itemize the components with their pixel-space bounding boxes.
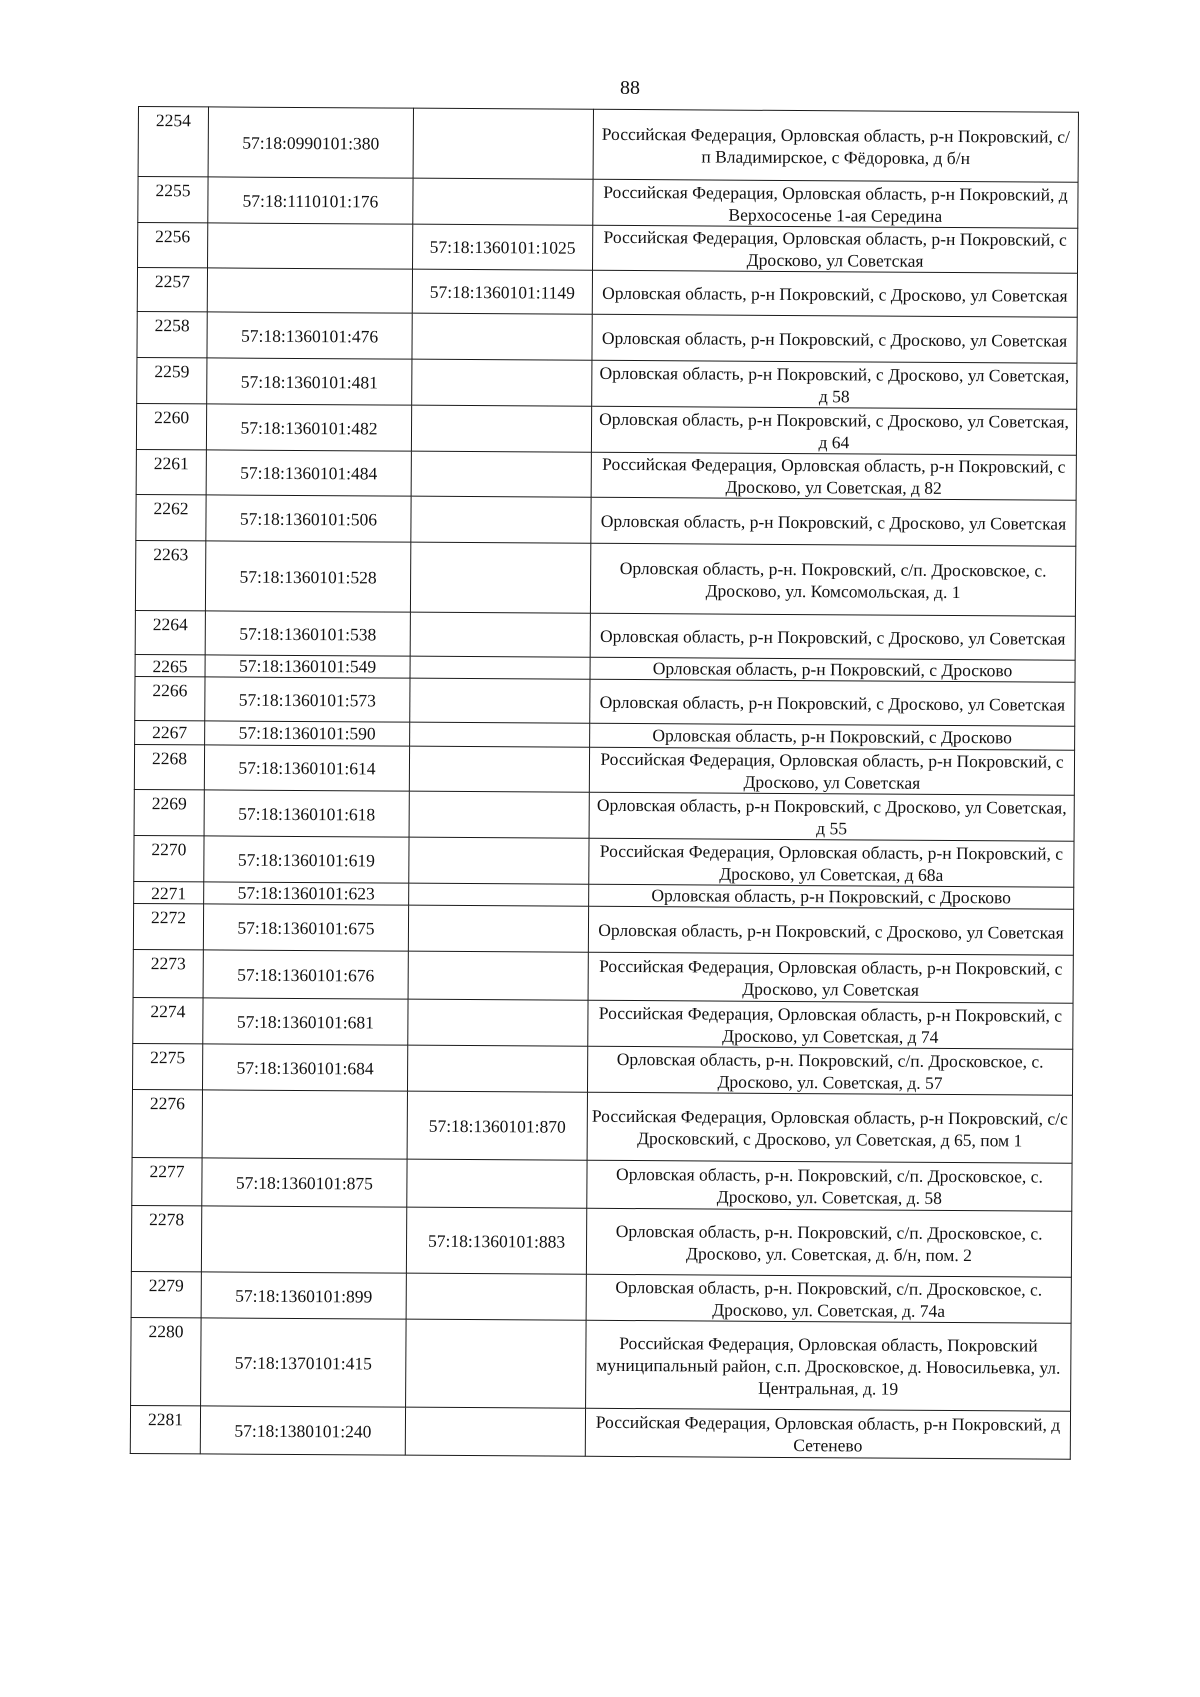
address-cell: Орловская область, р-н Покровский, с Дросково	[590, 723, 1075, 750]
table-row	[132, 1089, 1072, 1163]
row-number-cell: 2268	[134, 744, 204, 789]
table-row	[133, 903, 1073, 955]
parent-cadastral-number-cell: 57:18:1360101:870	[407, 1091, 587, 1160]
address-cell: Орловская область, р-н. Покровский, с/п. Дросковское, с. Дросково, ул. Комсомольская, д. 1	[590, 543, 1075, 616]
cadastral-number-cell: 57:18:1360101:899	[201, 1272, 406, 1319]
cadastral-number-cell: 57:18:1360101:538	[205, 611, 410, 656]
address-cell: Орловская область, р-н. Покровский, с/п. Дросковское, с. Дросково, ул. Советская, д. 58	[587, 1160, 1072, 1211]
parent-cadastral-number-cell	[409, 883, 589, 906]
cadastral-number-cell: 57:18:1360101:484	[206, 450, 411, 496]
parent-cadastral-number-cell	[410, 678, 590, 723]
address-cell: Российская Федерация, Орловская область, р-н Покровский, с/с Дросковский, с Дросково, ул Советская, д 65, пом 1	[587, 1092, 1072, 1163]
cadastral-number-cell: 57:18:1360101:875	[202, 1158, 407, 1207]
parent-cadastral-number-cell	[411, 496, 591, 543]
parent-cadastral-number-cell	[410, 722, 590, 747]
parent-cadastral-number-cell	[407, 1045, 587, 1092]
cadastral-number-cell: 57:18:1370101:415	[201, 1318, 407, 1407]
row-number-cell: 2266	[135, 676, 205, 720]
row-number-cell: 2275	[132, 1043, 202, 1089]
parent-cadastral-number-cell	[406, 1319, 587, 1408]
parent-cadastral-number-cell	[405, 1407, 585, 1456]
row-number-cell: 2281	[130, 1405, 200, 1453]
parent-cadastral-number-cell: 57:18:1360101:1025	[413, 224, 593, 270]
address-cell: Орловская область, р-н Покровский, с Дросково	[589, 884, 1074, 909]
parent-cadastral-number-cell	[409, 837, 589, 884]
table-row	[137, 311, 1077, 363]
table-row	[135, 540, 1075, 616]
row-number-cell: 2258	[137, 311, 207, 357]
row-number-cell: 2269	[134, 789, 204, 835]
row-number-cell: 2273	[133, 949, 203, 997]
row-number-cell: 2255	[138, 177, 208, 223]
parent-cadastral-number-cell	[409, 746, 589, 792]
parent-cadastral-number-cell	[407, 1159, 587, 1208]
row-number-cell: 2270	[134, 835, 204, 881]
table-row	[135, 610, 1075, 660]
table-row	[136, 494, 1076, 546]
cadastral-number-cell: 57:18:1360101:590	[205, 721, 410, 746]
parent-cadastral-number-cell	[412, 313, 592, 360]
address-cell: Орловская область, р-н Покровский, с Дросково, ул Советская	[588, 906, 1073, 955]
address-cell: Российская Федерация, Орловская область, Покровский муниципальный район, с.п. Дросковское, д. Новосильевка, ул. Центральная, д. 19	[586, 1320, 1072, 1411]
row-number-cell: 2257	[137, 268, 207, 312]
cadastral-number-cell: 57:18:1360101:676	[203, 950, 408, 999]
cadastral-number-cell: 57:18:1360101:506	[206, 495, 411, 542]
cadastral-number-cell: 57:18:1360101:528	[205, 541, 410, 612]
table-row	[131, 1317, 1072, 1411]
parent-cadastral-number-cell	[409, 791, 589, 838]
row-number-cell: 2259	[137, 357, 207, 403]
address-cell: Орловская область, р-н Покровский, с Дросково, ул Советская	[591, 497, 1076, 546]
table-row	[133, 949, 1073, 1003]
address-cell: Орловская область, р-н Покровский, с Дросково, ул Советская	[590, 613, 1075, 660]
parent-cadastral-number-cell	[406, 1273, 586, 1320]
registry-table	[130, 106, 1079, 1460]
address-cell: Орловская область, р-н Покровский, с Дросково, ул Советская	[592, 314, 1077, 363]
address-cell: Российская Федерация, Орловская область, р-н Покровский, с Дросково, ул Советская, д 82	[591, 452, 1076, 500]
address-cell: Орловская область, р-н. Покровский, с/п. Дросковское, с. Дросково, ул. Советская, д. б/н, пом. 2	[586, 1208, 1071, 1277]
row-number-cell: 2274	[133, 997, 203, 1043]
table-row	[134, 789, 1074, 841]
address-cell: Российская Федерация, Орловская область, р-н Покровский, с Дросково, ул Советская, д 68а	[589, 838, 1074, 887]
cadastral-number-cell	[207, 268, 412, 313]
cadastral-number-cell: 57:18:1360101:476	[207, 312, 412, 359]
address-cell: Российская Федерация, Орловская область, р-н Покровский, с Дросково, ул Советская, д 74	[588, 1000, 1073, 1049]
address-cell: Орловская область, р-н Покровский, с Дросково	[590, 657, 1075, 682]
address-cell: Российская Федерация, Орловская область, р-н Покровский, д Сетенево	[585, 1408, 1070, 1459]
row-number-cell: 2265	[135, 654, 205, 676]
cadastral-number-cell: 57:18:1360101:618	[204, 790, 409, 837]
cadastral-number-cell: 57:18:1360101:549	[205, 655, 410, 678]
row-number-cell: 2267	[135, 720, 205, 744]
parent-cadastral-number-cell	[411, 451, 591, 497]
row-number-cell: 2260	[136, 403, 206, 449]
row-number-cell: 2277	[132, 1157, 202, 1205]
table-row	[138, 107, 1078, 183]
cadastral-number-cell: 57:18:1360101:619	[204, 836, 409, 883]
address-cell: Орловская область, р-н Покровский, с Дросково, ул Советская, д 55	[589, 792, 1074, 841]
row-number-cell: 2276	[132, 1089, 202, 1157]
table-row	[136, 449, 1076, 500]
address-cell: Орловская область, р-н Покровский, с Дросково, ул Советская	[592, 270, 1077, 317]
table-row	[131, 1205, 1071, 1277]
parent-cadastral-number-cell	[411, 405, 591, 452]
parent-cadastral-number-cell	[408, 905, 588, 952]
cadastral-number-cell: 57:18:1360101:482	[206, 404, 411, 451]
registry-table-body	[130, 107, 1078, 1460]
row-number-cell: 2262	[136, 494, 206, 540]
registry-table-wrapper	[130, 106, 1078, 1460]
parent-cadastral-number-cell	[408, 951, 588, 1000]
row-number-cell: 2261	[136, 449, 206, 494]
cadastral-number-cell: 57:18:1360101:681	[203, 998, 408, 1045]
parent-cadastral-number-cell: 57:18:1360101:883	[406, 1207, 586, 1274]
address-cell: Российская Федерация, Орловская область, р-н Покровский, с Дросково, ул Советская	[593, 225, 1078, 273]
cadastral-number-cell: 57:18:1360101:684	[202, 1044, 407, 1091]
parent-cadastral-number-cell	[413, 178, 593, 225]
address-cell: Российская Федерация, Орловская область, р-н Покровский, с Дросково, ул Советская	[588, 952, 1073, 1003]
row-number-cell: 2254	[138, 107, 208, 177]
table-row	[137, 268, 1077, 318]
row-number-cell: 2278	[131, 1205, 201, 1271]
table-row	[132, 1157, 1072, 1211]
parent-cadastral-number-cell: 57:18:1360101:1149	[412, 269, 592, 314]
cadastral-number-cell: 57:18:1110101:176	[208, 177, 413, 224]
address-cell: Орловская область, р-н Покровский, с Дросково, ул Советская, д 58	[592, 360, 1077, 409]
table-row	[136, 403, 1076, 455]
cadastral-number-cell: 57:18:0990101:380	[208, 107, 413, 178]
table-row	[132, 1043, 1072, 1095]
parent-cadastral-number-cell	[412, 359, 592, 406]
row-number-cell: 2256	[138, 223, 208, 268]
row-number-cell: 2263	[135, 540, 205, 610]
parent-cadastral-number-cell	[410, 656, 590, 679]
parent-cadastral-number-cell	[413, 108, 593, 179]
row-number-cell: 2280	[131, 1317, 202, 1405]
table-row	[130, 1405, 1070, 1459]
cadastral-number-cell: 57:18:1360101:481	[207, 358, 412, 405]
table-row	[135, 676, 1075, 726]
table-row	[138, 223, 1078, 274]
address-cell: Орловская область, р-н Покровский, с Дросково, ул Советская	[590, 679, 1075, 726]
address-cell: Российская Федерация, Орловская область, р-н Покровский, с/п Владимирское, с Фёдоровка, д б/н	[593, 109, 1078, 182]
parent-cadastral-number-cell	[410, 612, 590, 657]
address-cell: Российская Федерация, Орловская область, р-н Покровский, с Дросково, ул Советская	[589, 747, 1074, 795]
row-number-cell: 2279	[131, 1271, 201, 1317]
table-row	[131, 1271, 1071, 1323]
table-row	[138, 177, 1078, 229]
row-number-cell: 2271	[134, 881, 204, 903]
address-cell: Российская Федерация, Орловская область, р-н Покровский, д Верхососенье 1-ая Середина	[593, 179, 1078, 228]
row-number-cell: 2264	[135, 610, 205, 654]
cadastral-number-cell: 57:18:1360101:675	[203, 904, 408, 951]
row-number-cell: 2272	[133, 903, 203, 949]
cadastral-number-cell: 57:18:1380101:240	[200, 1406, 405, 1455]
cadastral-number-cell: 57:18:1360101:623	[204, 882, 409, 905]
table-row	[134, 744, 1074, 795]
cadastral-number-cell	[202, 1090, 407, 1159]
cadastral-number-cell: 57:18:1360101:573	[205, 677, 410, 722]
address-cell: Орловская область, р-н. Покровский, с/п. Дросковское, с. Дросково, ул. Советская, д. 74а	[586, 1274, 1071, 1323]
table-row	[134, 835, 1074, 887]
parent-cadastral-number-cell	[408, 999, 588, 1046]
parent-cadastral-number-cell	[410, 542, 590, 613]
cadastral-number-cell	[208, 223, 413, 269]
page-number: 88	[620, 77, 640, 99]
cadastral-number-cell: 57:18:1360101:614	[204, 745, 409, 791]
address-cell: Орловская область, р-н Покровский, с Дросково, ул Советская, д 64	[591, 406, 1076, 455]
table-row	[133, 997, 1073, 1049]
table-row	[137, 357, 1077, 409]
address-cell: Орловская область, р-н. Покровский, с/п. Дросковское, с. Дросково, ул. Советская, д. 57	[587, 1046, 1072, 1095]
cadastral-number-cell	[201, 1206, 406, 1273]
